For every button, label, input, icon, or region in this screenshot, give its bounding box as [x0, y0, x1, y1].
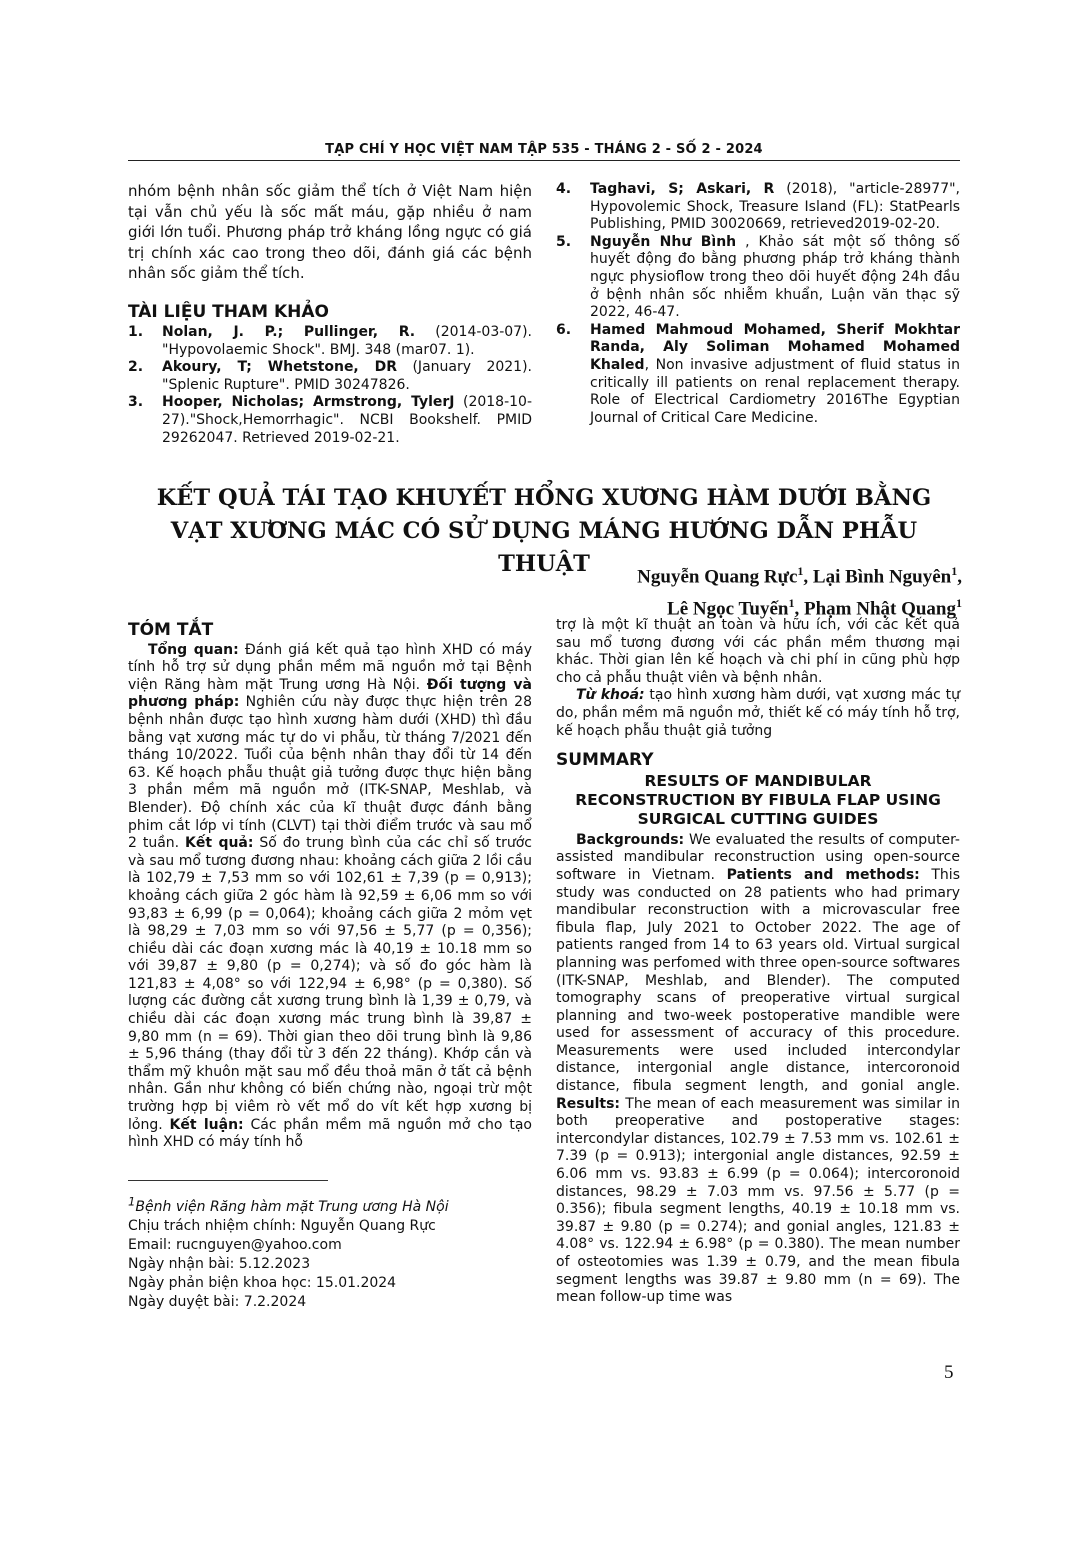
summary-title-line-3: SURGICAL CUTTING GUIDES — [637, 809, 879, 828]
abstract-en-column — [556, 617, 960, 1307]
reference-authors: Hamed Mahmoud Mohamed, Sherif Mokhtar Randa, Aly Soliman Mohamed Mohamed Khaled — [590, 321, 960, 373]
reference-authors: Nolan, J. P.; Pullinger, R. — [162, 324, 416, 340]
received-date: Ngày nhận bài: 5.12.2023 — [128, 1256, 311, 1273]
keywords-text: tạo hình xương hàm dưới, vạt xương mác tự do, phần mềm mã nguồn mở, thiết kế có máy tính hỗ trợ, kế hoạch phẫu thuật giả tưởng — [556, 687, 961, 739]
keywords-label: Từ khoá: — [576, 687, 645, 704]
reference-authors: Akoury, T; Whetstone, DR — [162, 359, 398, 376]
reference-number: 1. — [128, 324, 144, 340]
summary-heading: SUMMARY — [556, 750, 654, 771]
summary-title — [556, 772, 960, 829]
reference-text: (2018), "article-28977", Hypovolemic Shock, Treasure Island (FL): StatPearls Publishing, PMID 30020669, retrieved2019-02-20. — [590, 181, 961, 233]
reference-authors: Nguyễn Như Bình — [590, 233, 737, 250]
article-title-line-1: KẾT QUẢ TÁI TẠO KHUYẾT HỔNG XƯƠNG HÀM DƯỚI BẰNG — [156, 485, 932, 511]
section-label: Kết quả: — [185, 835, 254, 852]
section-label: Tổng quan: — [148, 641, 239, 658]
section-label: Kết luận: — [169, 1116, 244, 1133]
section-text: We evaluated the results of computer-assisted mandibular reconstruction using open-source software in Vietnam. — [556, 831, 960, 883]
summary-title-line-2: RECONSTRUCTION BY FIBULA FLAP USING — [575, 790, 941, 809]
section-text: Số đo trung bình của các chỉ số trước và sau mổ tương đương nhau: khoảng cách giữa 2 lồi cầu là 102,79 ± 7,53 mm so với 102,61 ± 7,39 (p = 0,913); khoảng cách giữa 2 góc hàm là 92,59 ± 6,06 mm so với 93,83 ± 6,99 (p = 0,064); khoảng cách giữa 2 mỏm vẹt là 98,29 ± 7,03 mm so với 97,56 ± 5,77 (p = 0,356); chiều dài các đoạn xương mác là 40,19 ± 10.18 mm so với 39,87 ± 9,80 (p = 0,274); và số đo góc hàm là 121,83 ± 4,08° so với 122,94 ± 6,98° (p = 0,380). Số lượng các đường cắt xương trung bình là 1,39 ± 0,79, và chiều dài các đoạn xương mác trung bình là 39,87 ± 9,80 mm (n = 69). Thời gian theo dõi trung bình là 9,86 ± 5,96 tháng (thay đổi từ 3 đến 22 tháng). Khớp cắn và thẩm mỹ khuôn mặt sau mổ đều thoả mãn ở tất cả bệnh nhân. Gần như không có biến chứng nào, ngoại trừ một trường hợp bị viêm rò vết mổ do vít kết hợp xương bị lỏng. — [128, 835, 532, 1133]
author-affiliation-mark: 1 — [956, 596, 962, 611]
reference-text: (2018-10-27)."Shock,Hemorrhagic". NCBI Bookshelf. PMID 29262047. Retrieved 2019-02-21. — [162, 394, 532, 446]
top-right-column — [556, 181, 960, 427]
section-label: Patients and methods: — [726, 866, 920, 883]
reference-item — [128, 394, 532, 447]
abstract-vi-continuation: trợ là một kĩ thuật an toàn và hữu ích, với các kết quả sau mổ tương đương với các phần mềm thương mại khác. Thời gian lên kế hoạch và chi phí in cũng phù hợp cho cả phẫu thuật viên và bệnh nhân. — [556, 617, 960, 686]
reference-authors: Taghavi, S; Askari, R — [590, 181, 775, 197]
section-label: Results: — [556, 1095, 620, 1112]
reference-text: , Non invasive adjustment of fluid status in critically ill patients on renal replacement therapy. Role of Electrical Cardiometry 2016The Egyptian Journal of Critical Care Medicine. — [590, 356, 960, 426]
affiliation: Bệnh viện Răng hàm mặt Trung ương Hà Nội — [135, 1199, 449, 1216]
section-label: Backgrounds: — [576, 831, 685, 848]
responsible-author: Chịu trách nhiệm chính: Nguyễn Quang Rực — [128, 1218, 436, 1235]
review-date: Ngày phản biện khoa học: 15.01.2024 — [128, 1275, 397, 1292]
reference-item — [128, 359, 532, 394]
author-name: , Phạm Nhật Quang — [794, 598, 956, 620]
reference-item — [556, 234, 960, 322]
reference-number: 6. — [556, 321, 572, 338]
abstract-vi-body — [128, 642, 532, 1152]
journal-header: TẠP CHÍ Y HỌC VIỆT NAM TẬP 535 - THÁNG 2 - SỐ 2 - 2024 — [128, 142, 960, 161]
author-affiliation-mark: 1 — [951, 564, 958, 578]
reference-number: 3. — [128, 394, 144, 411]
section-text: Các phần mềm mã nguồn mở cho tạo hình XHD có máy tính hỗ — [128, 1116, 532, 1151]
article-title-line-2: VẠT XƯƠNG MÁC CÓ SỬ DỤNG MÁNG HƯỚNG DẪN PHẪU THUẬT — [170, 518, 918, 577]
reference-text: , Khảo sát một số thông số huyết động đo bằng phương pháp trở kháng thành ngực physioflow trong theo dõi huyết động 24h đầu ở bệnh nhân sốc nhiễm khuẩn, Luận văn thạc sỹ 2022, 46-47. — [590, 233, 960, 321]
summary-title-line-1: RESULTS OF MANDIBULAR — [644, 771, 872, 790]
keywords — [556, 687, 960, 740]
abstract-vi-column — [128, 622, 532, 1312]
affiliation-mark: 1 — [128, 1194, 136, 1209]
author-list: Nguyễn Quang Rực$^1$, Lại Bình Nguyên$^1$, Lê Ngọc Tuyến$^1$, Phạm Nhật Quang$^1$ — [637, 564, 962, 620]
reference-authors: Hooper, Nicholas; Armstrong, TylerJ — [162, 394, 455, 411]
author-affiliation-mark: 1 — [797, 564, 804, 578]
conclusion-paragraph: nhóm bệnh nhân sốc giảm thể tích ở Việt Nam hiện tại vẫn chủ yếu là sốc mất máu, gặp nhiều ở nam giới lớn tuổi. Phương pháp trở kháng lồng ngực có giá trị chính xác cao trong theo dõi, đánh giá các bệnh nhân sốc giảm thể tích. — [128, 182, 532, 282]
reference-number: 2. — [128, 359, 144, 376]
section-text: This study was conducted on 28 patients who had primary mandibular reconstruction with a microvascular free fibula flap, July 2021 to October 2022. The age of patients ranged from 14 to 63 years old. Virtual surgical planning was perfomed with three open-source softwares (ITK-SNAP, Meshlab, and Blender). The computed tomography scans of preoperative virtual surgical planning and two-week postoperative mandible were used for assessment of accuracy of this procedure. Measurements were used included intercondylar distance, intergonial angle distance, intercoronoid distance, fibula segment length, and gonial angle. — [556, 866, 960, 1095]
reference-item — [128, 324, 532, 359]
abstract-vi-heading: TÓM TẮT — [128, 620, 214, 640]
author-name: , Lại Bình Nguyên — [803, 566, 952, 588]
footnote-divider — [128, 1180, 328, 1181]
author-name: Lê Ngọc Tuyến — [667, 598, 789, 620]
reference-item — [556, 181, 960, 234]
author-name: Nguyễn Quang Rực — [637, 566, 798, 588]
reference-number: 5. — [556, 233, 572, 250]
accepted-date: Ngày duyệt bài: 7.2.2024 — [128, 1294, 307, 1311]
author-affiliation-mark: 1 — [788, 596, 795, 611]
references-heading: TÀI LIỆU THAM KHẢO — [128, 301, 329, 322]
contact-email: Email: rucnguyen@yahoo.com — [128, 1237, 342, 1254]
footnotes — [128, 1193, 532, 1313]
section-text: The mean of each measurement was similar in both preoperative and postoperative stages: intercondylar distances, 102.79 ± 7.53 mm vs. 102.61 ± 7.39 (p = 0.913); intergonial angle distances, 92.59 ± 6.06 mm vs. 93.83 ± 6.99 (p = 0.064); intercoronoid distances, 98.29 ± 7.03 mm vs. 97.56 ± 5.77 (p = 0.356); fibula segment lengths, 40.19 ± 10.18 mm vs. 39.87 ± 9.80 (p = 0.274); and gonial angles, 121.83 ± 4.08° vs. 122.94 ± 6.98° (p = 0.380). The mean number of osteotomies was 1.39 ± 0.79, and the mean fibula segment lengths was 39.87 ± 9.80 mm (n = 69). The mean follow-up time was — [556, 1095, 960, 1306]
page-number: 5 — [944, 1362, 954, 1383]
reference-number: 4. — [556, 181, 572, 197]
section-text: Đánh giá kết quả tạo hình XHD có máy tính hỗ trợ sử dụng phần mềm mã nguồn mở tại Bệnh viện Răng hàm mặt Trung ương Hà Nội. — [128, 641, 532, 693]
reference-text: (January 2021). "Splenic Rupture". PMID 30247826. — [162, 359, 532, 393]
top-left-column — [128, 181, 532, 447]
reference-text: (2014-03-07). "Hypovolaemic Shock". BMJ. 348 (mar07. 1). — [162, 324, 532, 358]
section-text: Nghiên cứu này được thực hiện trên 28 bệnh nhân được tạo hình xương hàm dưới (XHD) thì đầu bằng vạt xương mác tự do vi phẫu, từ tháng 7/2021 đến tháng 10/2022. Tuổi của bệnh nhân thay đổi từ 14 đến 63. Kế hoạch phẫu thuật giả tưởng được thực hiện bằng 3 phần mềm mã nguồn mở (ITK-SNAP, Meshlab, và Blender). Độ chính xác của kĩ thuật được đánh bằng phim cắt lớp vi tính (CLVT) tại thời điểm trước và sau mổ 2 tuần. — [128, 694, 532, 852]
summary-body — [556, 832, 960, 1307]
section-label: Đối tượng và phương pháp: — [128, 676, 532, 711]
reference-item — [556, 322, 960, 428]
